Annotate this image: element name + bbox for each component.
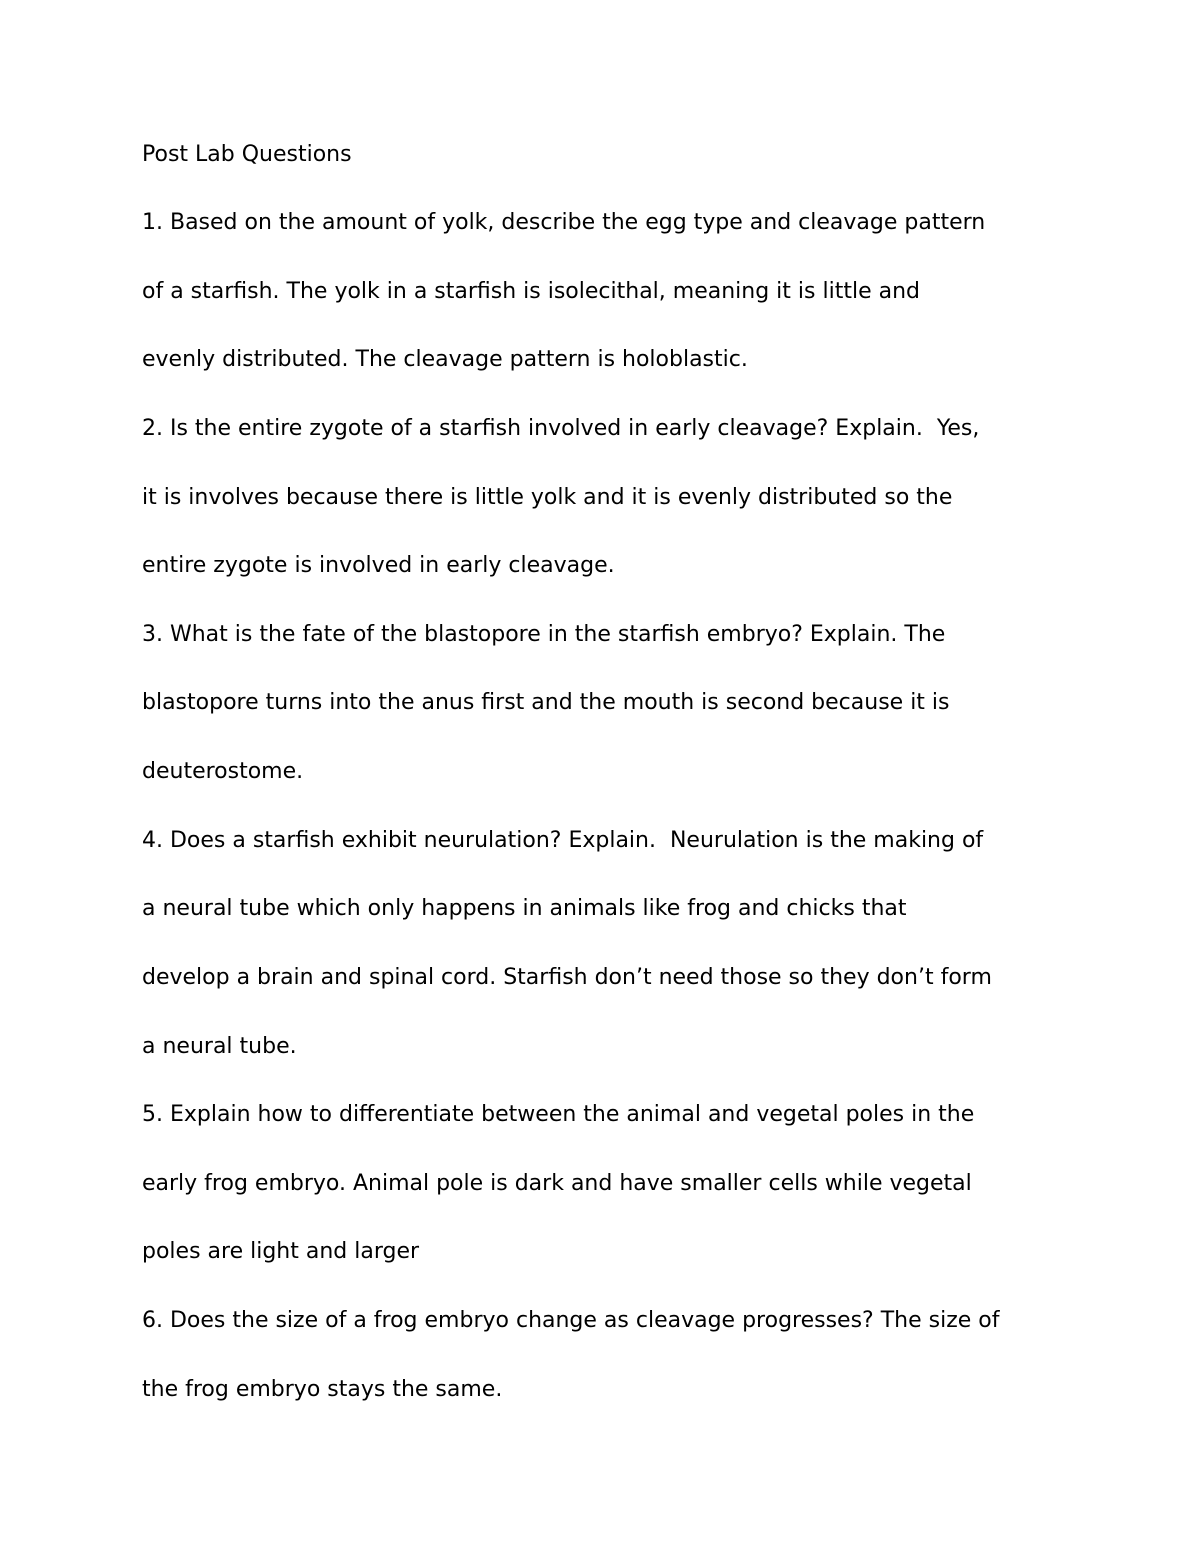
document-line: 2. Is the entire zygote of a starfish involved in early cleavage? Explain. Yes, (142, 416, 980, 441)
document-line: of a starfish. The yolk in a starfish is isolecithal, meaning it is little and (142, 279, 920, 304)
document-line: 4. Does a starfish exhibit neurulation? Explain. Neurulation is the making of (142, 828, 984, 853)
document-line: evenly distributed. The cleavage pattern is holoblastic. (142, 347, 748, 372)
document-line: early frog embryo. Animal pole is dark and have smaller cells while vegetal (142, 1171, 972, 1196)
document-line: 5. Explain how to differentiate between the animal and vegetal poles in the (142, 1102, 975, 1127)
document-line: entire zygote is involved in early cleavage. (142, 553, 615, 578)
document-line: develop a brain and spinal cord. Starfish don’t need those so they don’t form (142, 965, 992, 990)
document-line: the frog embryo stays the same. (142, 1377, 503, 1402)
document-line: deuterostome. (142, 759, 304, 784)
document-line: a neural tube which only happens in animals like frog and chicks that (142, 896, 907, 921)
document-line: it is involves because there is little yolk and it is evenly distributed so the (142, 485, 953, 510)
document-line: 6. Does the size of a frog embryo change as cleavage progresses? The size of (142, 1308, 1000, 1333)
page-title: Post Lab Questions (142, 142, 352, 167)
document-line: poles are light and larger (142, 1239, 420, 1264)
document-line: 3. What is the fate of the blastopore in the starfish embryo? Explain. The (142, 622, 946, 647)
document-line: 1. Based on the amount of yolk, describe the egg type and cleavage pattern (142, 210, 986, 235)
document-line: blastopore turns into the anus first and the mouth is second because it is (142, 690, 950, 715)
document-line: a neural tube. (142, 1034, 297, 1059)
